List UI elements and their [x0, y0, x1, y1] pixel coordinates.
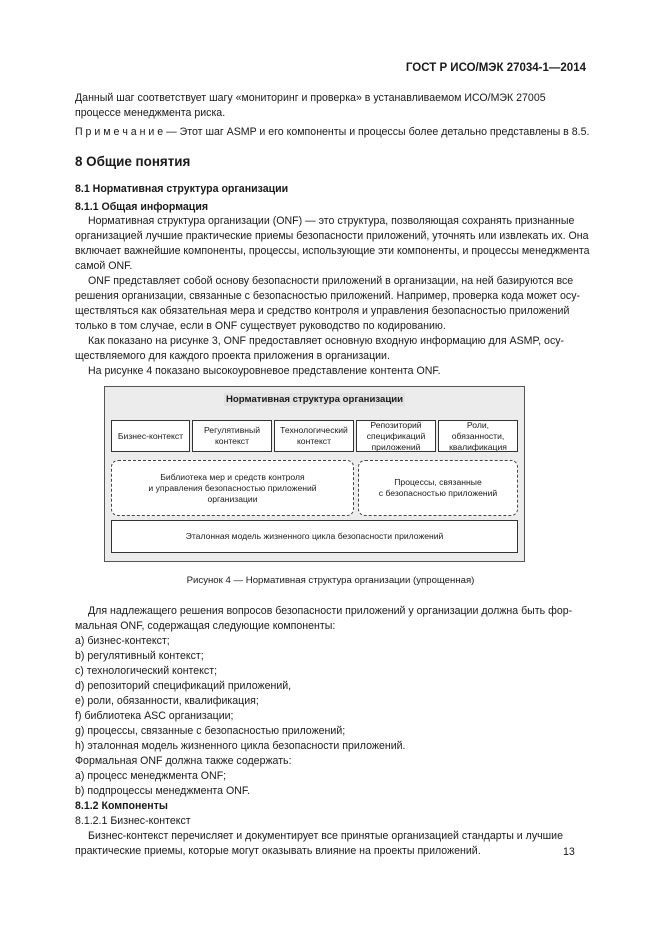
- list-item: b) регулятивный контекст;: [75, 650, 204, 662]
- list-item: d) репозиторий спецификаций приложений,: [75, 680, 292, 692]
- section-8-1-2-heading: 8.1.2 Компоненты: [75, 800, 168, 812]
- section-8-heading: 8 Общие понятия: [75, 154, 191, 169]
- box-asc-library: Библиотека мер и средств контроля и управления безопасностью приложений организации: [111, 460, 354, 516]
- paragraph-line: мальная ONF, содержащая следующие компоненты:: [75, 620, 336, 632]
- box-regulatory-context: Регулятивный контекст: [192, 420, 272, 452]
- list-item: g) процессы, связанные с безопасностью приложений;: [75, 725, 346, 737]
- paragraph-line: Бизнес-контекст перечисляет и документирует все принятые организацией стандарты и лучшие: [88, 830, 563, 842]
- box-roles: Роли, обязанности, квалификация: [438, 420, 518, 452]
- paragraph-line: самой ONF.: [75, 260, 133, 272]
- paragraph-line: Как показано на рисунке 3, ONF предоставляет основную входную информацию для ASMP, осу-: [88, 335, 565, 347]
- list-item: a) бизнес-контекст;: [75, 635, 170, 647]
- box-business-context: Бизнес-контекст: [111, 420, 190, 452]
- paragraph-line: включает важнейшие компоненты, процессы, использующие эти компоненты, и процессы менеджмента: [75, 245, 590, 257]
- paragraph-line: организацией лучшие практические приемы безопасности приложений, уточнять или извлекать их. Она: [75, 230, 589, 242]
- paragraph-line: решения организации, связанные с безопасностью приложений. Например, проверка кода может осу-: [75, 290, 581, 302]
- paragraph-line: На рисунке 4 показано высокоуровневое представление контента ONF.: [88, 365, 441, 377]
- paragraph-line: только в том случае, если в ONF существует руководство по кодированию.: [75, 320, 446, 332]
- section-8-1-heading: 8.1 Нормативная структура организации: [75, 183, 289, 195]
- paragraph-line: ществляться как обязательная мера и средство контроля и управления безопасностью приложений: [75, 305, 570, 317]
- page-number: 13: [563, 846, 575, 858]
- box-application-spec-repository: Репозиторий спецификаций приложений: [356, 420, 436, 452]
- paragraph-line: Для надлежащего решения вопросов безопасности приложений у организации должна быть фор-: [88, 605, 573, 617]
- paragraph-line: ществляемого для каждого проекта приложения в организации.: [75, 350, 390, 362]
- list-item: f) библиотека ASC организации;: [75, 710, 234, 722]
- box-technological-context: Технологический контекст: [274, 420, 354, 452]
- paragraph-line: Нормативная структура организации (ONF) — это структура, позволяющая сохранять признанные: [88, 215, 575, 227]
- intro-line-1: Данный шаг соответствует шагу «мониторинг и проверка» в устанавливаемом ИСО/МЭК 27005: [75, 92, 546, 104]
- document-header: ГОСТ Р ИСО/МЭК 27034-1—2014: [405, 62, 586, 74]
- box-lifecycle-model: Эталонная модель жизненного цикла безопасности приложений: [111, 520, 518, 553]
- section-8-1-1-heading: 8.1.1 Общая информация: [75, 201, 209, 213]
- intro-line-2: процессе менеджмента риска.: [75, 107, 226, 119]
- paragraph-line: практические приемы, которые могут оказывать влияние на проекты приложений.: [75, 845, 481, 857]
- note: П р и м е ч а н и е — Этот шаг ASMP и его компоненты и процессы более детально представлены в 8.5.: [75, 126, 590, 138]
- paragraph-line: Формальная ONF должна также содержать:: [75, 755, 292, 767]
- list-item: h) эталонная модель жизненного цикла безопасности приложений.: [75, 740, 406, 752]
- list-item: c) технологический контекст;: [75, 665, 218, 677]
- figure-onf-diagram: [104, 386, 525, 562]
- paragraph-line: ONF представляет собой основу безопасности приложений в организации, на ней базируются все: [88, 275, 574, 287]
- list-item: a) процесс менеджмента ONF;: [75, 770, 227, 782]
- figure-caption: Рисунок 4 — Нормативная структура организации (упрощенная): [186, 575, 475, 586]
- list-item: e) роли, обязанности, квалификация;: [75, 695, 259, 707]
- list-item: b) подпроцессы менеджмента ONF.: [75, 785, 251, 797]
- figure-title: Нормативная структура организации: [225, 394, 404, 405]
- box-security-processes: Процессы, связанные с безопасностью приложений: [358, 460, 518, 516]
- section-8-1-2-1-heading: 8.1.2.1 Бизнес-контекст: [75, 815, 191, 827]
